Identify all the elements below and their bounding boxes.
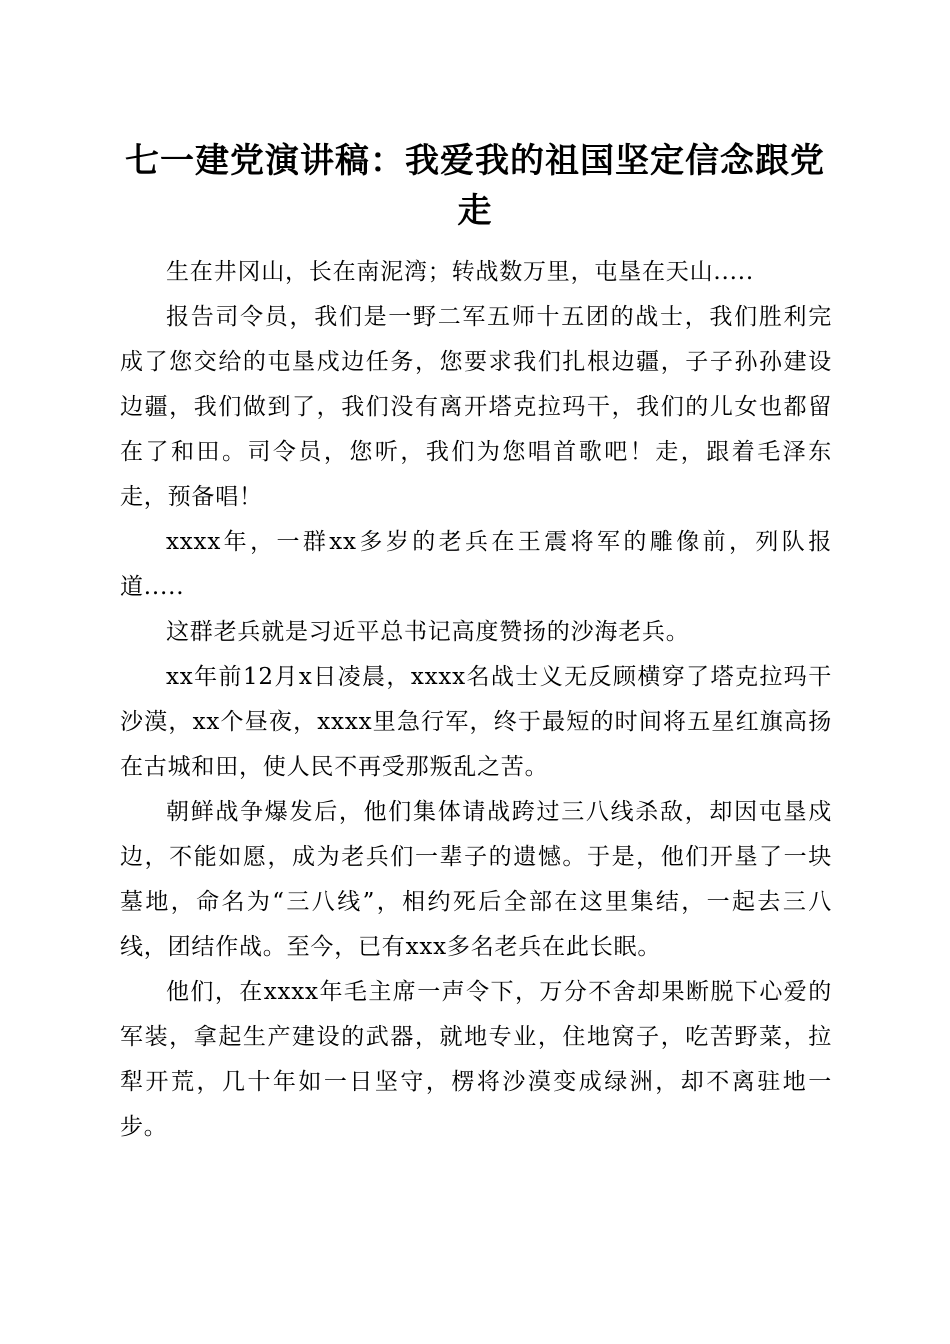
- paragraph: xxxx年，一群xx多岁的老兵在王震将军的雕像前，列队报道.....: [120, 529, 832, 600]
- paragraph: 报告司令员，我们是一野二军五师十五团的战士，我们胜利完成了您交给的屯垦戍边任务，您要求我们扎根边疆，子子孙孙建设边疆，我们做到了，我们没有离开塔克拉玛干，我们的儿女也都留在了和田。司令员，您听，我们为您唱首歌吧！走，跟着毛泽东走，预备唱！: [120, 304, 832, 510]
- paragraph: 这群老兵就是习近平总书记高度赞扬的沙海老兵。: [166, 619, 690, 645]
- paragraph: xx年前12月x日凌晨，xxxx名战士义无反顾横穿了塔克拉玛干沙漠，xx个昼夜，xxxx里急行军，终于最短的时间将五星红旗高扬在古城和田，使人民不再受那叛乱之苦。: [120, 664, 832, 780]
- paragraph: 他们，在xxxx年毛主席一声令下，万分不舍却果断脱下心爱的军装，拿起生产建设的武器，就地专业，住地窝子，吃苦野菜，拉犁开荒，几十年如一日坚守，楞将沙漠变成绿洲，却不离驻地一步。: [120, 979, 832, 1140]
- document-body: [120, 250, 832, 1150]
- document-title: 七一建党演讲稿：我爱我的祖国坚定信念跟党走: [125, 141, 825, 231]
- paragraph: 朝鲜战争爆发后，他们集体请战跨过三八线杀敌，却因屯垦戍边，不能如愿，成为老兵们一辈子的遗憾。于是，他们开垦了一块墓地，命名为“三八线”，相约死后全部在这里集结，一起去三八线，团结作战。至今，已有xxx多名老兵在此长眠。: [120, 799, 832, 960]
- paragraph: 生在井冈山，长在南泥湾；转战数万里，屯垦在天山.....: [166, 259, 754, 285]
